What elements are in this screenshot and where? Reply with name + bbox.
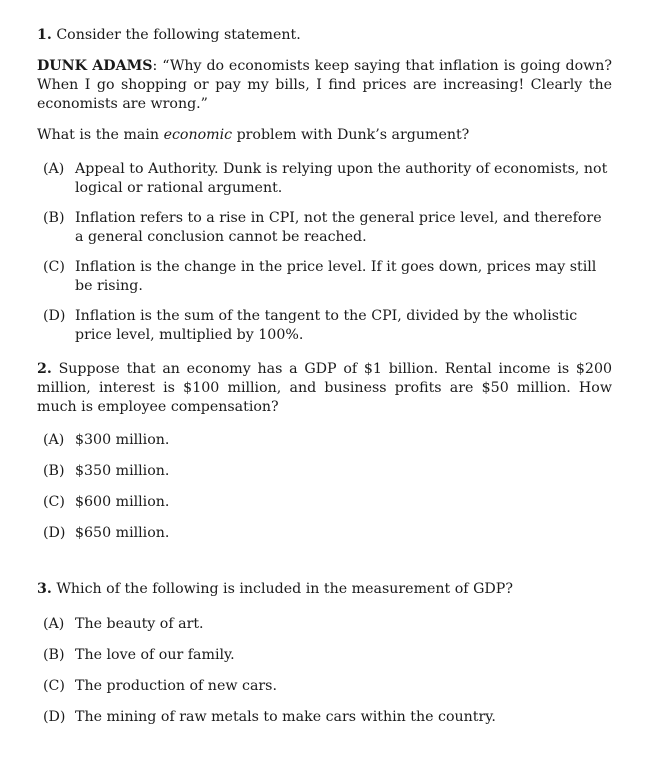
question-3 xyxy=(37,580,612,739)
option-text: $350 million. xyxy=(75,463,170,479)
option-label: (B) xyxy=(43,463,65,479)
option-label: (D) xyxy=(43,308,66,324)
option-label: (B) xyxy=(43,210,65,226)
answer-option[interactable] xyxy=(43,708,612,727)
statement xyxy=(37,57,612,114)
answer-option[interactable] xyxy=(43,615,612,634)
option-text: The production of new cars. xyxy=(75,678,277,694)
answer-option[interactable] xyxy=(43,431,612,450)
question-1-question: What is the main economic problem with Dunk’s argument? xyxy=(37,127,470,143)
answer-option[interactable] xyxy=(43,524,612,543)
option-label: (C) xyxy=(43,259,65,275)
answer-option[interactable] xyxy=(43,307,612,345)
question-1 xyxy=(37,26,612,356)
question-text: Consider the following statement. xyxy=(56,27,301,43)
option-text: $300 million. xyxy=(75,432,170,448)
answer-option[interactable] xyxy=(43,160,612,198)
answer-option[interactable] xyxy=(43,677,612,696)
answer-options xyxy=(37,615,612,727)
answer-option[interactable] xyxy=(43,209,612,247)
question-1-prompt xyxy=(37,26,612,45)
question-text: Suppose that an economy has a GDP of $1 billion. Rental income is $200 million, interest is $100 million, and business profits are $50 million. How much is employee compensation? xyxy=(37,361,612,415)
option-label: (D) xyxy=(43,525,66,541)
answer-options xyxy=(37,431,612,543)
option-label: (A) xyxy=(43,161,65,177)
answer-option[interactable] xyxy=(43,493,612,512)
option-text: Inflation is the sum of the tangent to the CPI, divided by the wholistic price level, multiplied by 100%. xyxy=(75,308,578,343)
option-text: $650 million. xyxy=(75,525,170,541)
option-text: The mining of raw metals to make cars within the country. xyxy=(75,709,496,725)
option-label: (A) xyxy=(43,616,65,632)
question-2-prompt xyxy=(37,360,612,417)
question-number: 1. xyxy=(37,27,52,43)
option-label: (A) xyxy=(43,432,65,448)
question-3-prompt xyxy=(37,580,612,599)
option-text: Appeal to Authority. Dunk is relying upon the authority of economists, not logical or rational argument. xyxy=(75,161,608,196)
option-text: Inflation refers to a rise in CPI, not the general price level, and therefore a general conclusion cannot be reached. xyxy=(75,210,602,245)
question-number: 2. xyxy=(37,361,52,377)
option-label: (B) xyxy=(43,647,65,663)
question-number: 3. xyxy=(37,581,52,597)
answer-option[interactable] xyxy=(43,462,612,481)
question-text: Which of the following is included in the measurement of GDP? xyxy=(56,581,513,597)
option-text: Inflation is the change in the price level. If it goes down, prices may still be rising. xyxy=(75,259,597,294)
option-label: (D) xyxy=(43,709,66,725)
option-label: (C) xyxy=(43,494,65,510)
option-text: $600 million. xyxy=(75,494,170,510)
statement-quote: : “Why do economists keep saying that inflation is going down? When I go shopping or pay my bills, I find prices are increasing! Clearly the economists are wrong.” xyxy=(37,58,613,112)
speaker-name: DUNK ADAMS xyxy=(37,58,153,74)
option-label: (C) xyxy=(43,678,65,694)
answer-option[interactable] xyxy=(43,258,612,296)
question-2 xyxy=(37,360,612,555)
option-text: The beauty of art. xyxy=(75,616,204,632)
answer-options xyxy=(37,160,612,345)
answer-option[interactable] xyxy=(43,646,612,665)
option-text: The love of our family. xyxy=(75,647,235,663)
